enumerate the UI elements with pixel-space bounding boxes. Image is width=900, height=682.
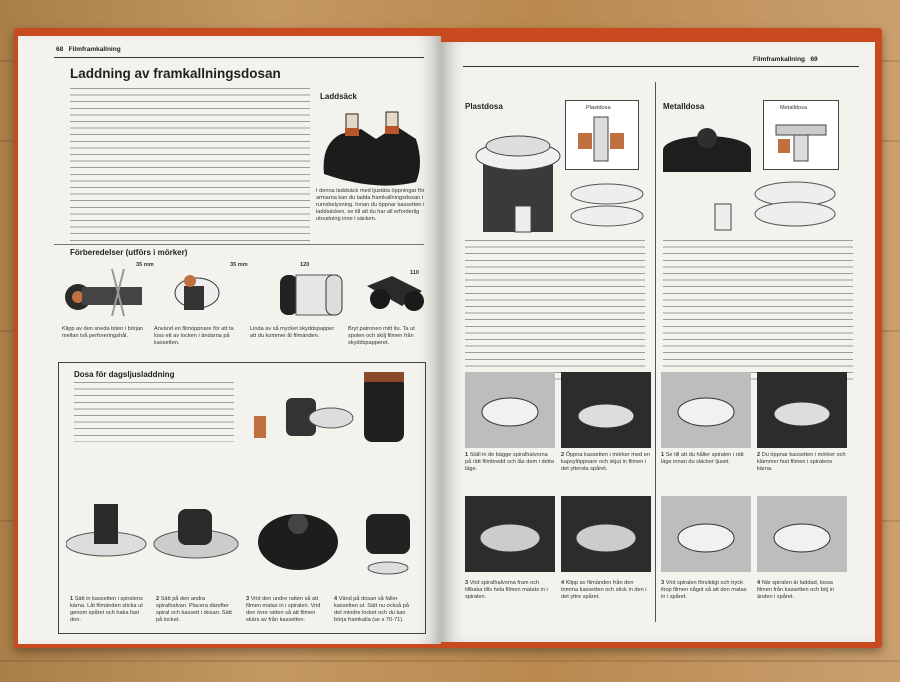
format-label-3: 120 <box>300 262 310 268</box>
metall-step-4: 4 När spiralen är laddad, lossa filmen från kassetten och böj in änden i spåret. <box>757 580 835 600</box>
daylight-step-2: 2 Sätt på den andra spiralhalvan. Placera därefter spiral och kassett i dosan. Sätt på locket. <box>156 596 232 623</box>
sidebar-caption: I denna laddsäck med ljustäta öppningar för armarna kan du ladda framkallningsdosan i rumsbelysning. Innan du öppnar kassetten i laddsäcken, se till att du har all erforderlig utrustning inne i säcken. <box>316 188 425 222</box>
prep-illustrations <box>62 261 432 321</box>
daylight-body-text <box>74 382 234 442</box>
right-page-number: 69 <box>810 56 818 63</box>
daylight-step-4: 4 Vänd på dosan så faller kassetten ut. Sätt nu också på det mindre locket och du kan börja framkalla (se s 70-71). <box>334 596 409 623</box>
plastic-tank-illustration <box>467 116 647 238</box>
metall-step-3: 3 Vrid spiralen försiktigt och tryck ihop filmen något så att den matas in i spåret. <box>661 580 747 600</box>
left-running-head <box>56 46 121 53</box>
step-photo-grid <box>465 372 855 584</box>
prep-caption-2: Använd en filmöppnare för att ta loss ett av locken i ändarna på kassetten. <box>154 326 234 346</box>
daylight-step-3: 3 Vrid den undre ratten så att filmen matas in i spiralen. Vrid den övre ratten så att filmen skärs av från kassetten. <box>246 596 321 623</box>
prep-heading: Förberedelser (utförs i mörker) <box>70 248 188 257</box>
metal-tank-illustration <box>655 116 855 238</box>
metalldosa-body-text <box>663 240 853 380</box>
format-label-4: 110 <box>410 270 420 276</box>
sidebar-heading: Laddsäck <box>320 92 357 101</box>
plastdosa-heading: Plastdosa <box>465 102 503 111</box>
metall-step-2: 2 Du öppnar kassetten i mörker och klämmer fast filmen i spiralens kärna. <box>757 452 846 472</box>
daylight-step-1: 1 Sätt in kassetten i spiralens kärna. Låt filmänden sticka ut genom spåret och haka fast den. <box>70 596 143 623</box>
cassette-opener-icon <box>175 275 219 310</box>
right-running-head <box>753 56 818 63</box>
daylight-heading: Dosa för dagsljusladdning <box>74 370 175 379</box>
format-label-1: 35 mm <box>136 262 154 268</box>
metalldosa-label: Metalldosa <box>780 105 808 111</box>
110-cartridge-icon <box>367 276 424 311</box>
page-title: Laddning av framkallningsdosan <box>70 66 281 81</box>
body-text-block <box>70 88 310 241</box>
metalldosa-heading: Metalldosa <box>663 102 705 111</box>
left-page-number: 68 <box>56 46 64 53</box>
format-label-2: 35 mm <box>230 262 248 268</box>
daylight-step-illustrations <box>66 454 422 586</box>
changing-bag-illustration <box>316 104 426 189</box>
header-rule <box>54 57 424 58</box>
plast-step-3: 3 Vrid spiralhalvorna fram och tillbaka tills hela filmen matats in i spiralen. <box>465 580 548 600</box>
plast-step-1: 1 Ställ in de bägge spiralhalvorna på rätt filmbredd och lås dem i detta läge. <box>465 452 554 472</box>
right-running-title: Filmframkallning <box>753 56 806 63</box>
prep-rule <box>54 244 424 245</box>
plast-step-4: 4 Klipp av filmänden från den tomma kassetten och stick in den i det yttre spåret. <box>561 580 647 600</box>
left-running-title: Filmframkallning <box>68 46 121 53</box>
plast-step-2: 2 Öppna kassetten i mörker med en kapsylöppnare och skjut in filmen i det yttersta spåret. <box>561 452 650 472</box>
prep-caption-3: Linda av så mycket skyddspapper att du kommer åt filmänden. <box>250 326 335 339</box>
metall-step-1: 1 Se till att du håller spiralen i rätt läge innan du släcker ljuset. <box>661 452 744 465</box>
prep-caption-4: Bryt patronen mitt itu. Ta ut spolen och skilj filmen från skyddspapperet. <box>348 326 415 346</box>
plastdosa-label: Plastdosa <box>586 105 611 111</box>
prep-caption-1: Klipp av den sneda biten i början mellan två perforeringshål. <box>62 326 144 339</box>
film-cut-icon <box>65 269 142 316</box>
right-page <box>441 42 875 642</box>
right-header-rule <box>463 66 859 67</box>
plastdosa-body-text <box>465 240 645 380</box>
left-page <box>18 36 441 644</box>
daylight-tank-parts <box>246 368 426 450</box>
roll-film-icon <box>280 275 342 315</box>
